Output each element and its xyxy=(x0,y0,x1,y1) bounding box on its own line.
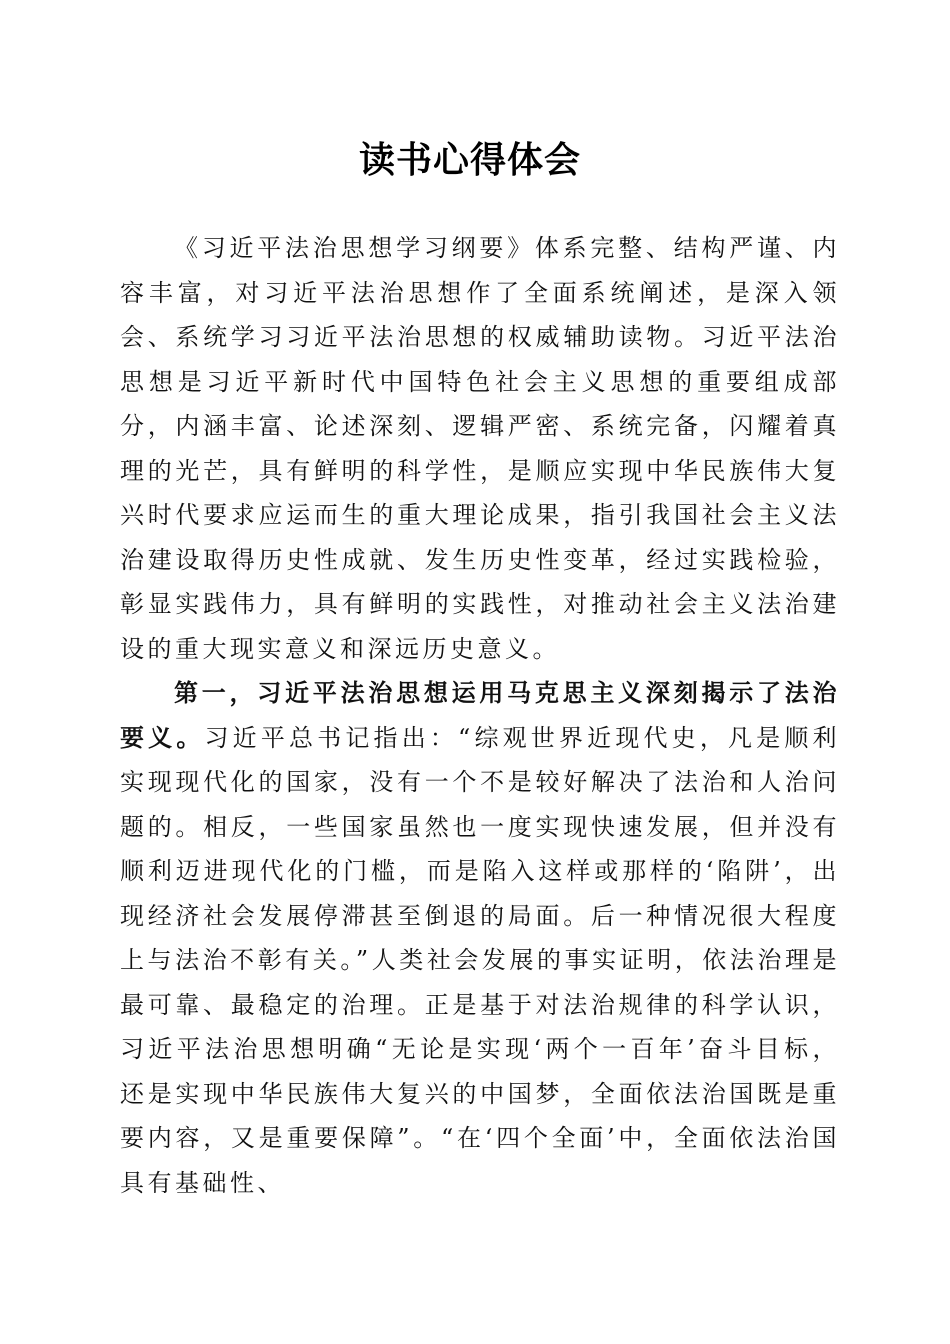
paragraph-intro xyxy=(120,226,840,671)
paragraph-first-point-lead: 第一，习近平法治思想运用马克思主义深刻揭示了法治要义。 xyxy=(120,678,840,752)
paragraph-intro-text: 《习近平法治思想学习纲要》体系完整、结构严谨、内容丰富，对习近平法治思想作了全面系统阐述，是深入领会、系统学习习近平法治思想的权威辅助读物。习近平法治思想是习近平新时代中国特色社会主义思想的重要组成部分，内涵丰富、论述深刻、逻辑严密、系统完备，闪耀着真理的光芒，具有鲜明的科学性，是顺应实现中华民族伟大复兴时代要求应运而生的重大理论成果，指引我国社会主义法治建设取得历史性成就、发生历史性变革，经过实践检验，彰显实践伟力，具有鲜明的实践性，对推动社会主义法治建设的重大现实意义和深远历史意义。 xyxy=(120,234,840,663)
document-body xyxy=(120,226,840,1205)
paragraph-first-point xyxy=(120,671,840,1205)
document-title: 读书心得体会 xyxy=(358,139,581,181)
paragraph-first-point-text: 习近平总书记指出：“综观世界近现代史，凡是顺利实现现代化的国家，没有一个不是较好解决了法治和人治问题的。相反，一些国家虽然也一度实现快速发展，但并没有顺利迈进现代化的门槛，而是陷入这样或那样的‘陷阱’，出现经济社会发展停滞甚至倒退的局面。后一种情况很大程度上与法治不彰有关。”人类社会发展的事实证明，依法治理是最可靠、最稳定的治理。正是基于对法治规律的科学认识，习近平法治思想明确“无论是实现‘两个一百年’奋斗目标，还是实现中华民族伟大复兴的中国梦，全面依法治国既是重要内容，又是重要保障”。“在‘四个全面’中，全面依法治国具有基础性、 xyxy=(120,723,840,1197)
